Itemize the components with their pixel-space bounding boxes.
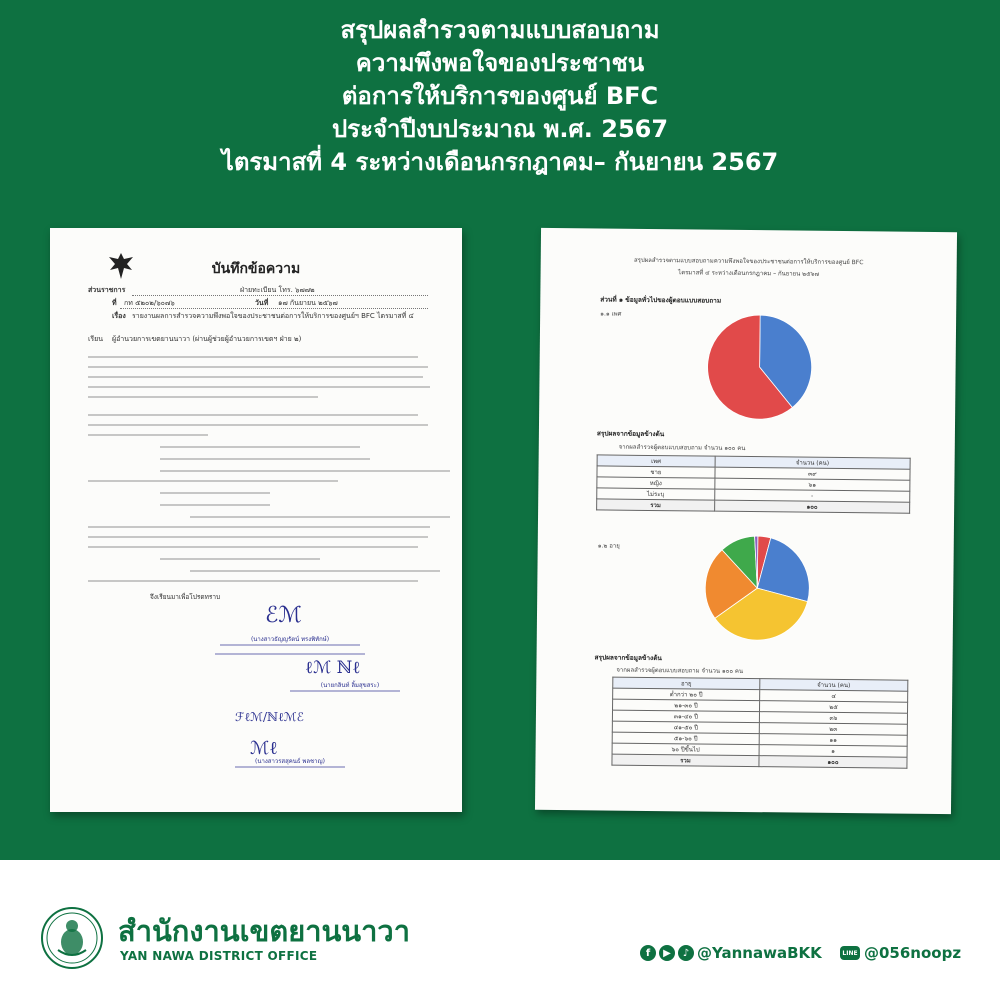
signature-name: (นายกลินท์ ลิ้มสุขสระ)	[320, 682, 380, 689]
body-line	[88, 366, 428, 368]
body-line	[88, 526, 430, 528]
signature-mark: ℰℳ	[265, 603, 302, 628]
agency-field: ส่วนราชการ	[88, 286, 126, 294]
summary-label: สรุปผลจากข้อมูลข้างต้น	[594, 653, 662, 663]
facebook-icon[interactable]: f	[640, 945, 656, 961]
to-label: เรียน	[88, 335, 104, 343]
gender-table	[596, 454, 911, 513]
title-line: ไตรมาสที่ 4 ระหว่างเดือนกรกฎาคม– กันยายน 2567	[221, 148, 779, 176]
survey-header: สรุปผลสำรวจตามแบบสอบถามความพึงพอใจของประชาชนต่อการให้บริการของศูนย์ BFC	[633, 256, 864, 267]
table-header: จำนวน (คน)	[760, 679, 908, 692]
body-line	[160, 558, 320, 560]
signature-mark: ℓℳ ℕℓ	[305, 658, 361, 678]
signature-title	[220, 644, 360, 646]
table-header: อายุ	[613, 677, 760, 690]
body-line	[88, 386, 430, 388]
body-line	[190, 516, 450, 518]
subject-label: เรื่อง	[112, 312, 126, 320]
respondents-line: จากผลสำรวจผู้ตอบแบบสอบถาม จำนวน ๑๐๐ คน	[618, 443, 746, 452]
signature-title	[290, 690, 400, 692]
body-line	[88, 536, 428, 538]
body-line	[160, 470, 450, 472]
title-line: ต่อการให้บริการของศูนย์ BFC	[341, 82, 659, 110]
banner-title	[0, 14, 1000, 179]
memo-heading: บันทึกข้อความ	[211, 261, 301, 277]
date-label: วันที่	[255, 299, 269, 307]
survey-document	[535, 228, 957, 814]
age-label: ๑.๒ อายุ	[597, 542, 620, 550]
memo-document	[50, 228, 462, 812]
line-handle[interactable]: @056noopz	[864, 944, 962, 962]
table-row: ต่ำกว่า ๒๐ ปี ๔	[613, 688, 908, 702]
title-line: ประจำปีงบประมาณ พ.ศ. 2567	[331, 115, 669, 143]
table-row: ๒๑-๓๐ ปี ๒๕	[613, 699, 908, 713]
body-line	[190, 570, 440, 572]
office-name-thai: สำนักงานเขตยานนาวา	[118, 914, 410, 948]
youtube-icon[interactable]: ▶	[659, 945, 675, 961]
body-line	[88, 434, 208, 436]
body-line	[88, 424, 428, 426]
body-line	[88, 376, 423, 378]
body-line	[160, 492, 270, 494]
body-line	[88, 414, 418, 416]
signature-title	[235, 766, 345, 768]
number-value: กท ๕๒๐๒/๖๐๗๖	[124, 299, 175, 307]
title-line: สรุปผลสำรวจตามแบบสอบถาม	[340, 16, 660, 44]
table-row: ๕๑-๖๐ ปี ๑๑	[612, 732, 907, 746]
survey-subheader: ไตรมาสที่ ๔ ระหว่างเดือนกรกฎาคม – กันยายน ๒๕๖๗	[678, 269, 820, 278]
table-row: ชาย ๓๙	[597, 466, 910, 480]
social-handle[interactable]: @YannawaBKK	[697, 944, 822, 962]
handwritten-note: ℱℓℳ/ℕℓℳℰ	[235, 710, 304, 724]
table-row: หญิง ๖๑	[597, 477, 910, 491]
to-value: ผู้อำนวยการเขตยานนาวา (ผ่านผู้ช่วยผู้อำนวยการเขตฯ ฝ่าย ๒)	[112, 335, 302, 343]
body-line	[160, 458, 370, 460]
body-line	[88, 356, 418, 358]
agency-value: ฝ่ายทะเบียน โทร. ๖๗๗๒	[240, 286, 315, 294]
signature-name: (นางสาวรสสุคนธ์ พลชาญ)	[255, 758, 325, 765]
table-header: เพศ	[597, 455, 715, 467]
divider	[120, 308, 428, 309]
table-header: จำนวน (คน)	[715, 456, 910, 469]
date-value: ๑๗ กันยายน ๒๕๖๗	[278, 299, 338, 307]
signature-title	[215, 653, 365, 655]
table-row: ๖๐ ปีขึ้นไป ๑	[612, 743, 907, 757]
body-line	[160, 446, 360, 448]
body-line	[88, 480, 338, 482]
line-contact	[840, 943, 961, 963]
summary-label: สรุปผลจากข้อมูลข้างต้น	[596, 429, 665, 439]
table-row: ๓๑-๔๐ ปี ๓๖	[612, 710, 907, 724]
body-line	[88, 580, 418, 582]
body-line	[88, 546, 418, 548]
body-line	[160, 504, 270, 506]
age-table	[611, 677, 908, 769]
office-name-english: YAN NAWA DISTRICT OFFICE	[120, 949, 318, 963]
divider	[132, 295, 428, 296]
table-row: ไม่ระบุ -	[597, 488, 910, 502]
table-total-row: รวม ๑๐๐	[597, 499, 910, 513]
title-line: ความพึงพอใจของประชาชน	[355, 49, 645, 77]
table-total-row: รวม ๑๐๐	[612, 754, 907, 768]
signature-mark: ℳℓ	[250, 738, 278, 759]
subject-value: รายงานผลการสำรวจความพึงพอใจของประชาชนต่อการให้บริการของศูนย์ฯ BFC ไตรมาสที่ ๔	[132, 312, 414, 320]
tiktok-icon[interactable]: ♪	[678, 945, 694, 961]
table-row: ๔๑-๕๐ ปี ๒๓	[612, 721, 907, 735]
district-seal-icon	[40, 906, 104, 970]
body-line	[88, 396, 318, 398]
section-title: ส่วนที่ ๑ ข้อมูลทั่วไปของผู้ตอบแบบสอบถาม	[600, 295, 722, 305]
signature-name: (นางสาวธัญญรัตน์ ทรงพิทักษ์)	[250, 636, 330, 643]
respondents-line: จากผลสำรวจผู้ตอบแบบสอบถาม จำนวน ๑๐๐ คน	[616, 666, 744, 675]
age-pie-chart	[677, 529, 838, 651]
social-links	[640, 943, 822, 963]
gender-pie-chart	[679, 311, 840, 423]
number-label: ที่	[112, 299, 117, 307]
line-icon[interactable]: LINE	[840, 946, 860, 960]
gender-label: ๑.๑ เพศ	[600, 310, 622, 318]
memo-closing: จึงเรียนมาเพื่อโปรดทราบ	[150, 593, 221, 601]
